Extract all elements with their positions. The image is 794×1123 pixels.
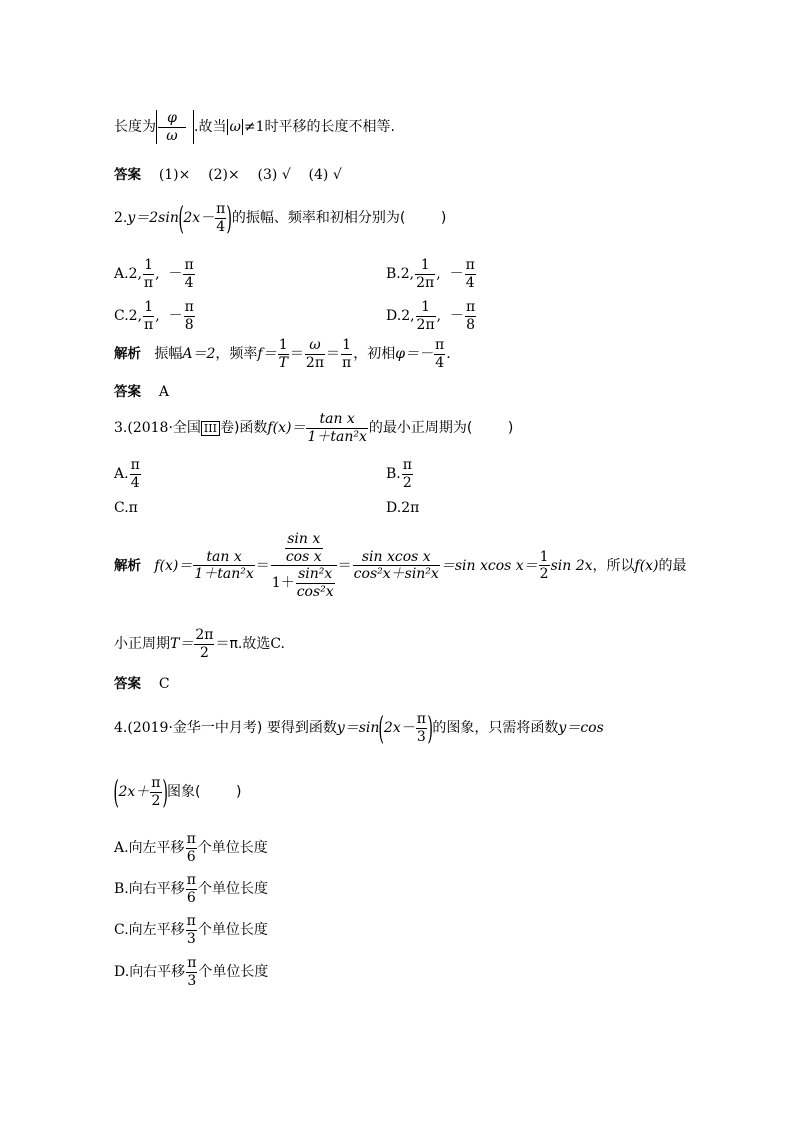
fraction: [143, 300, 154, 332]
numerator: [271, 532, 337, 566]
denominator: 2π: [416, 316, 435, 333]
q3-option-c: [114, 501, 138, 515]
numerator: 1: [342, 337, 352, 353]
math-text: ＝: [337, 557, 352, 574]
math-text: B.: [386, 266, 401, 283]
math-text: 1＋tan²x: [194, 566, 254, 583]
math-text: ＝: [289, 346, 304, 363]
complex-fraction: [271, 532, 337, 600]
math-text: T: [278, 354, 288, 371]
math-text: ω: [309, 337, 321, 353]
fraction: [186, 914, 197, 946]
math-text: 的最: [658, 557, 687, 574]
math-text: D.: [114, 964, 130, 981]
math-text: D.: [386, 308, 402, 325]
denominator: 6: [186, 889, 196, 906]
fraction: [184, 300, 195, 332]
math-text: 个单位长度: [197, 922, 268, 939]
q2-answer-value: A: [158, 384, 169, 400]
math-text: 3.(2018·: [114, 420, 173, 437]
denominator: π: [342, 354, 352, 371]
fraction: [130, 458, 141, 490]
fraction: [353, 550, 440, 582]
math-text: 卷): [219, 420, 240, 437]
math-text: ，初相: [353, 346, 396, 363]
numerator: π: [466, 299, 476, 315]
math-text: y＝sin: [336, 720, 380, 737]
right-paren: ): [226, 198, 233, 237]
large-paren: ): [427, 708, 433, 747]
math-text: 向左平移: [128, 840, 185, 857]
numerator: π: [435, 337, 445, 353]
q2-analysis: [114, 338, 451, 370]
math-text: cos²x: [296, 584, 334, 601]
denominator: 2: [199, 644, 209, 661]
math-text: C.: [114, 500, 129, 516]
numerator: 1: [278, 337, 288, 353]
fraction: [341, 338, 352, 370]
q3-analysis-line2: [114, 628, 285, 660]
fraction: [402, 458, 413, 490]
numerator: [305, 338, 325, 355]
q3-answer: [114, 677, 170, 692]
numerator: [296, 567, 335, 584]
q4-stem: [114, 708, 604, 747]
q3-option-a: [114, 458, 142, 490]
math-text: －: [450, 308, 465, 325]
omega: ω: [166, 127, 178, 144]
answer-text: (1)× (2)× (3) √ (4) √: [158, 167, 342, 183]
q2-option-a: A.2, $\frac{1}{\pi}$ , － $\frac{\pi}{4}$: [114, 257, 194, 291]
math-text: f(x)＝: [154, 557, 193, 574]
math-text: ＝: [326, 346, 341, 363]
math-text: 金华一中月考): [172, 720, 263, 737]
q2-option-b: B.2, $\frac{1}{2\pi}$ , － $\frac{\pi}{4}$: [386, 257, 475, 291]
fraction: [306, 412, 367, 444]
fraction: [296, 567, 335, 599]
math-text: 函数: [239, 420, 268, 437]
section-label: 答案: [114, 676, 141, 692]
fraction: [465, 258, 476, 290]
intro-prefix: 长度为: [114, 119, 156, 135]
math-text: C: [158, 676, 170, 692]
abs-bar: [242, 119, 243, 135]
math-text: －: [168, 266, 183, 283]
denominator: [271, 566, 337, 599]
numerator: 1: [416, 300, 436, 317]
math-text: 要得到函数: [266, 720, 337, 737]
math-text: C.: [114, 308, 129, 325]
fraction: [186, 832, 197, 864]
fraction: [416, 712, 427, 744]
fraction: [150, 776, 161, 808]
math-text: 1＋tan²x: [307, 428, 367, 445]
math-text: D.: [386, 500, 402, 516]
fraction: [434, 338, 445, 370]
math-text: ，频率: [215, 346, 258, 363]
denominator: [158, 128, 186, 144]
numerator: π: [130, 457, 140, 473]
math-text: ＝: [255, 557, 270, 574]
denominator: [285, 549, 323, 565]
numerator: π: [402, 457, 412, 473]
fraction: [194, 628, 214, 660]
denominator: 2: [402, 474, 412, 491]
math-text: sin²x: [298, 566, 333, 583]
numerator: 1: [415, 258, 435, 275]
math-text: π: [128, 500, 138, 516]
fraction: [416, 300, 436, 332]
denominator: 2: [151, 792, 161, 809]
numerator: π: [151, 775, 161, 791]
denominator: 8: [184, 316, 194, 333]
denominator: 3: [187, 972, 197, 989]
math-text: 2,: [128, 308, 143, 325]
denominator: 2π: [305, 354, 325, 371]
intro-line: [114, 110, 395, 144]
phi-over-omega: [158, 111, 186, 143]
math-text: ＝sin xcos x＝: [440, 557, 538, 574]
fraction: [285, 532, 323, 564]
math-text: .: [446, 346, 451, 363]
math-text: －: [168, 308, 183, 325]
math-text: f(x): [634, 557, 659, 574]
denominator: 4: [435, 354, 445, 371]
math-text: A.: [114, 466, 129, 483]
numerator: π: [187, 955, 197, 971]
math-text: sin 2x: [550, 557, 593, 574]
denominator: 4: [216, 218, 226, 235]
q2-answer: [114, 385, 169, 400]
q4-option-c: [114, 914, 268, 946]
denominator: 6: [186, 848, 196, 865]
numerator: 1: [144, 257, 153, 273]
left-paren: (: [178, 198, 184, 237]
denominator: 2: [539, 566, 549, 583]
math-text: 2,: [400, 266, 415, 283]
math-text: 图象( ): [166, 784, 242, 801]
math-text: A.: [114, 840, 129, 857]
denominator: [296, 584, 335, 600]
answer-label: 答案: [114, 167, 141, 183]
section-label: 解析: [114, 557, 141, 574]
math-text: B.: [114, 881, 129, 898]
q4-stem-line2: [113, 772, 242, 811]
math-text: 个单位长度: [197, 840, 268, 857]
denominator: [306, 429, 367, 445]
q4-option-b: [114, 873, 268, 905]
denominator: 4: [184, 274, 194, 291]
math-text: cos²x＋sin²x: [353, 566, 439, 583]
math-text: 2,: [401, 308, 415, 325]
q2-stem-suffix: 的振幅、频率和初相分别为( ): [231, 210, 447, 227]
fraction: [186, 873, 197, 905]
math-text: sin x: [287, 531, 321, 547]
denominator: 2π: [416, 274, 435, 291]
large-paren: ): [161, 772, 168, 811]
numerator: π: [216, 201, 226, 217]
math-text: A.: [114, 266, 129, 283]
numerator: π: [465, 257, 475, 273]
q4-option-d: [114, 956, 268, 988]
q2-inner: 2x－: [183, 210, 215, 227]
math-text: ，所以: [592, 557, 635, 574]
math-text: φ＝－: [395, 346, 434, 363]
math-text: 1＋: [271, 575, 295, 592]
fraction: [193, 550, 254, 582]
q2-stem: [114, 198, 447, 237]
q2-number: 2.: [114, 210, 128, 227]
math-text: f(x)＝: [267, 420, 306, 437]
numerator: 1: [144, 299, 154, 315]
math-text: cos x: [285, 548, 322, 565]
fraction: [278, 338, 289, 370]
intro-middle: .故当: [194, 119, 227, 135]
neq-one: ≠1: [243, 119, 265, 135]
math-text: tan x: [206, 548, 242, 565]
numerator: [158, 111, 186, 128]
math-text: 2x＋: [118, 784, 150, 801]
roman-box: III: [201, 421, 220, 436]
fraction: [143, 258, 154, 290]
numerator: π: [186, 831, 196, 847]
math-text: y＝cos: [558, 720, 604, 737]
math-text: 的最小正周期为( ): [368, 420, 514, 437]
math-text: 2,: [128, 266, 142, 283]
numerator: π: [184, 299, 194, 315]
numerator: π: [186, 913, 196, 929]
numerator: π: [184, 257, 194, 273]
pi-over-4: [215, 202, 226, 234]
large-paren: (: [378, 708, 385, 747]
math-text: f＝: [257, 346, 277, 363]
denominator: π: [143, 274, 154, 291]
math-text: C.: [114, 922, 129, 939]
math-text: 个单位长度: [198, 964, 269, 981]
math-text: sin xcos x: [361, 548, 431, 565]
math-text: －: [449, 266, 464, 283]
numerator: 1: [539, 548, 549, 565]
denominator: 3: [186, 930, 196, 947]
q2-option-d: D.2, $\frac{1}{2\pi}$ , － $\frac{\pi}{8}$: [386, 299, 476, 333]
q2-option-c: C.2, $\frac{1}{\pi}$ , － $\frac{\pi}{8}$: [114, 299, 194, 333]
numerator: [306, 412, 367, 429]
abs-left-bar: [156, 110, 157, 144]
fraction: [183, 258, 194, 290]
math-text: tan x: [319, 411, 355, 427]
math-text: C.: [270, 636, 286, 653]
numerator: [353, 550, 440, 567]
intro-suffix: 时平移的长度不相等.: [264, 119, 395, 135]
denominator: 8: [466, 316, 476, 333]
q2-eq-left: y＝2sin: [127, 210, 179, 227]
denominator: [353, 566, 440, 582]
phi: φ: [167, 109, 177, 126]
q4-option-a: [114, 832, 268, 864]
math-text: 的图象，只需将函数: [432, 720, 559, 737]
denominator: 4: [465, 274, 475, 291]
math-text: 振幅: [154, 346, 183, 363]
fraction: [539, 550, 550, 582]
math-text: 4.(2019·: [114, 720, 173, 737]
numerator: [285, 532, 323, 549]
math-text: 个单位长度: [197, 881, 268, 898]
numerator: π: [416, 711, 426, 727]
math-text: 全国: [172, 420, 201, 437]
omega-inline: ω: [229, 119, 241, 135]
answer-1: [114, 168, 342, 183]
numerator: 2π: [195, 627, 214, 643]
math-text: B.: [386, 466, 401, 483]
math-text: 2x－: [383, 720, 415, 737]
q3-option-b: [386, 458, 414, 490]
analysis-label: 解析: [114, 346, 141, 363]
math-text: A＝2: [182, 346, 216, 363]
numerator: [193, 550, 254, 567]
q3-stem: [114, 412, 513, 444]
fraction: [465, 300, 476, 332]
denominator: 3: [416, 728, 426, 745]
denominator: [278, 355, 289, 371]
fraction: [415, 258, 435, 290]
math-text: 向右平移: [129, 964, 186, 981]
denominator: [193, 566, 254, 582]
math-text: 向左平移: [128, 922, 185, 939]
fraction: [305, 338, 325, 370]
math-text: 小正周期: [114, 636, 170, 653]
math-text: 向右平移: [128, 881, 185, 898]
q3-analysis: [114, 532, 687, 600]
math-text: 2π: [401, 500, 420, 516]
fraction: [186, 956, 197, 988]
denominator: π: [144, 316, 154, 333]
math-text: ＝π.故选: [215, 636, 271, 653]
math-text: T＝: [170, 636, 194, 653]
denominator: 4: [130, 474, 140, 491]
q3-option-d: [386, 501, 419, 515]
section-label: 答案: [114, 384, 141, 400]
large-paren: (: [113, 772, 120, 811]
numerator: π: [186, 872, 196, 888]
